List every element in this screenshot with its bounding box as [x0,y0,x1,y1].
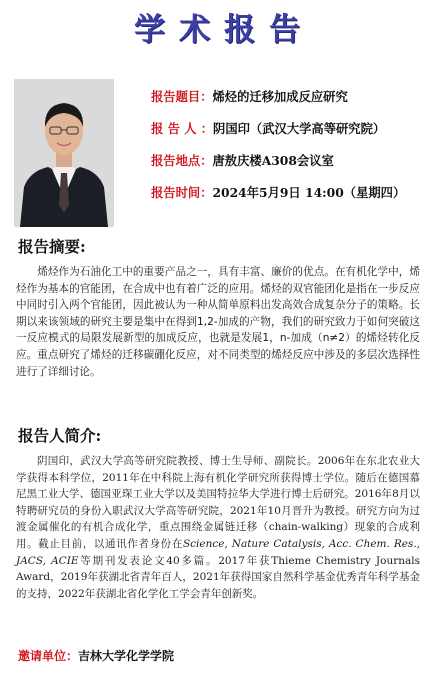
bio-part2: 等期刊发表论文40多篇。2017年获Thieme Chemistry Journals Award，2019年获湖北省青年百人，2021年获得国家自然科学基金优秀青年科学基金的支持，2022年获湖北省化学化工学会青年创新奖。 [16,554,420,600]
host-label: 邀请单位： [18,649,79,663]
talk-title-label: 报告题目： [151,89,213,104]
talk-title-value: 烯烃的迁移加成反应研究 [212,89,348,104]
speaker-row [151,119,431,138]
speaker-label: 报 告 人 ： [151,121,214,136]
bio-body [16,453,420,602]
banner [0,0,434,46]
banner-title: 学术报告 [134,12,314,48]
talk-title-row [151,87,431,106]
bio-heading: 报告人简介: [18,426,102,445]
location-label: 报告地点： [151,153,213,168]
host-value: 吉林大学化学学院 [78,649,175,663]
time-row [151,183,431,202]
host-unit [18,647,174,664]
speaker-photo [14,79,114,227]
speaker-value: 阴国印（武汉大学高等研究院） [213,121,386,136]
talk-info [151,87,431,215]
bio-part1: 阴国印，武汉大学高等研究院教授、博士生导师、副院长。2006年在东北农业大学获得本科学位，2011年在中科院上海有机化学研究所获得博士学位。随后在德国慕尼黑工业大学、德国亚琛工业大学以及美国特拉华大学进行博士后研究。2016年8月以特聘研究员的身份入职武汉大学高等研究院，2021年10月晋升为教授。研究方向为过渡金属催化的有机合成化学，重点围绕金属链迁移（chain-walking）现象的合成利用。截止目前，以通讯作者身份在 [16,455,420,550]
time-label: 报告时间： [151,185,213,200]
location-value: 唐敖庆楼A308会议室 [212,153,334,168]
abstract-heading: 报告摘要: [18,237,86,256]
location-row [151,151,431,170]
time-value: 2024年5月9日 14:00（星期四） [212,185,406,200]
abstract-body: 烯烃作为石油化工中的重要产品之一，具有丰富、廉价的优点。在有机化学中，烯烃作为基本的官能团，在合成中也有着广泛的应用。烯烃的双官能团化是指在一步反应中同时引入两个官能团，因此被认为一种从简单原料出发高效合成复杂分子的策略。长期以来该领域的研究主要是集中在得到1,2-加成的产物，我们的研究致力于如何突破这一反应模式的局限发展新型的加成反应，也就是发展1，n-加成（n≠2）的烯烃转化反应。重点研究了烯烃的迁移碳硼化反应，对不同类型的烯烃反应中涉及的多层次选择性进行了详细讨论。 [16,266,420,378]
bio-journals: Science, Nature Catalysis, Acc. Chem. Res., JACS, ACIE [16,537,420,567]
